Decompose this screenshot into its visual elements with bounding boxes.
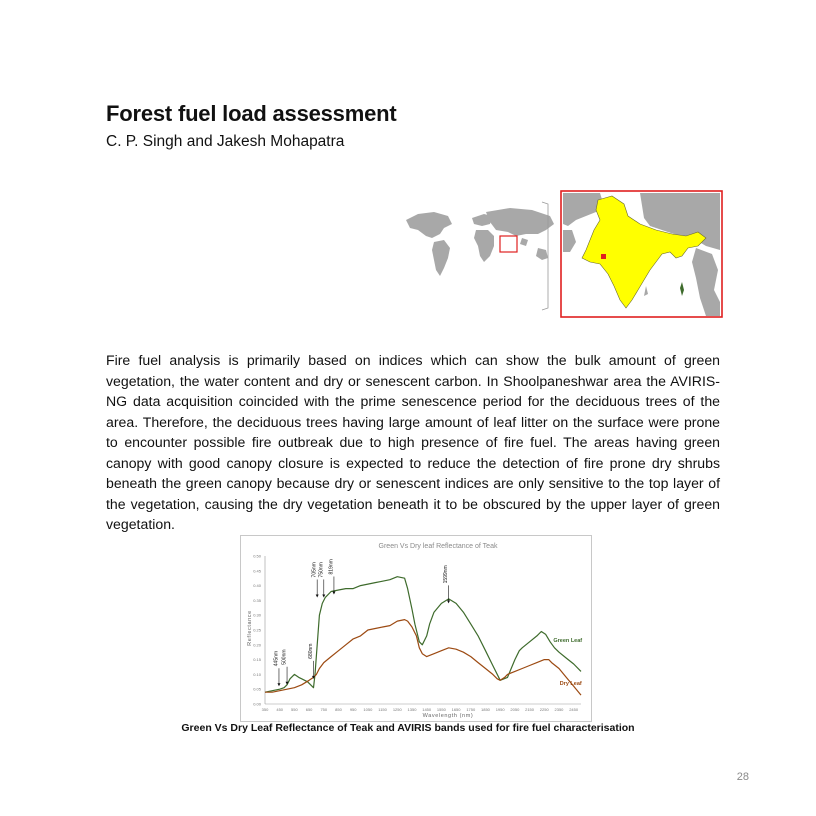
band-marker-arrow — [316, 594, 319, 597]
x-tick-label: 2050 — [510, 707, 520, 712]
chart-annotations — [273, 559, 450, 686]
authors: C. P. Singh and Jakesh Mohapatra — [106, 133, 345, 150]
reflectance-chart-svg — [241, 536, 591, 721]
x-tick-label: 1650 — [451, 707, 461, 712]
body-paragraph: Fire fuel analysis is primarily based on indices which can show the bulk amount of green vegetation, the water content and dry or senescent carbon. In Shoolpaneshwar area the AVIRIS-NG data acquisition coincided with the prime senescence period for the deciduous trees of the area. Therefore, the deciduous trees having large amount of leaf litter on the surface were prone to encounter possible fire outbreak due to high presence of fire fuel. The areas having green canopy with good canopy closure is expected to reduce the detection of fire prone dry shrubs beneath the green canopy because dry or senescent indices are only sensitive to the top layer of the vegetation, causing the dry vegetation beneath it to be obscured by the upper layer of green vegetation. — [106, 352, 720, 532]
band-label: 705nm — [311, 562, 318, 578]
band-label: 445nm — [273, 650, 280, 667]
y-axis-label: Reflectance — [247, 610, 253, 646]
study-area-marker — [601, 254, 606, 259]
y-tick-label: 0.25 — [253, 627, 261, 633]
x-tick-label: 1850 — [481, 707, 490, 712]
x-tick-label: 1450 — [422, 707, 432, 712]
location-map-figure — [400, 190, 723, 318]
x-tick-label: 1150 — [378, 707, 387, 712]
figure-caption: Green Vs Dry Leaf Reflectance of Teak and AVIRIS bands used for fire fuel characterisation — [181, 722, 635, 734]
reflectance-chart — [240, 535, 592, 722]
x-tick-label: 1950 — [495, 707, 505, 712]
y-tick-label: 0.05 — [253, 686, 261, 692]
page-title: Forest fuel load assessment — [106, 101, 397, 126]
x-tick-label: 1350 — [407, 707, 417, 712]
y-tick-label: 0.50 — [253, 553, 261, 559]
chart-title: Green Vs Dry leaf Reflectance of Teak — [378, 543, 498, 550]
y-tick-label: 0.45 — [253, 568, 261, 574]
x-axis-label: Wavelength (nm) — [422, 713, 474, 719]
y-tick-label: 0.40 — [253, 583, 261, 589]
x-tick-label: 450 — [276, 707, 284, 712]
band-marker-arrow — [447, 600, 450, 603]
band-label: 750nm — [318, 562, 325, 578]
x-tick-label: 1550 — [436, 707, 446, 712]
y-tick-label: 0.35 — [253, 597, 261, 603]
x-tick-label: 650 — [305, 707, 313, 712]
band-marker-arrow — [332, 591, 335, 594]
x-tick-label: 2350 — [554, 707, 564, 712]
y-tick-label: 0.15 — [253, 657, 261, 663]
x-tick-label: 2450 — [569, 707, 579, 712]
page-number: 28 — [736, 771, 749, 783]
x-tick-label: 2150 — [525, 707, 535, 712]
x-tick-label: 1750 — [466, 707, 476, 712]
chart-series — [265, 577, 581, 695]
band-label: 680nm — [308, 643, 315, 659]
x-tick-label: 1250 — [392, 707, 402, 712]
x-tick-label: 2250 — [539, 707, 549, 712]
band-label: 500nm — [281, 649, 288, 665]
study-area-highlight-box — [500, 236, 517, 252]
x-tick-label: 750 — [320, 707, 328, 712]
y-tick-label: 0.20 — [253, 642, 261, 648]
x-tick-label: 950 — [349, 707, 357, 712]
band-label: 819nm — [328, 559, 335, 575]
band-marker-arrow — [322, 594, 325, 597]
study-area-map — [400, 190, 723, 318]
x-tick-label: 550 — [291, 707, 298, 712]
series-label-dry-leaf: Dry Leaf — [559, 680, 582, 687]
green-leaf-line — [265, 577, 581, 693]
series-label-green-leaf: Green Leaf — [553, 637, 583, 644]
y-tick-label: 0.10 — [253, 671, 261, 677]
world-map — [406, 208, 554, 276]
x-tick-label: 350 — [261, 707, 269, 712]
band-label: 1599nm — [443, 565, 450, 584]
chart-ticks — [253, 554, 579, 713]
band-marker-arrow — [277, 683, 280, 686]
y-tick-label: 0.30 — [253, 612, 261, 618]
y-tick-label: 0.00 — [253, 701, 261, 707]
x-tick-label: 850 — [335, 707, 342, 712]
x-tick-label: 1050 — [363, 707, 373, 712]
